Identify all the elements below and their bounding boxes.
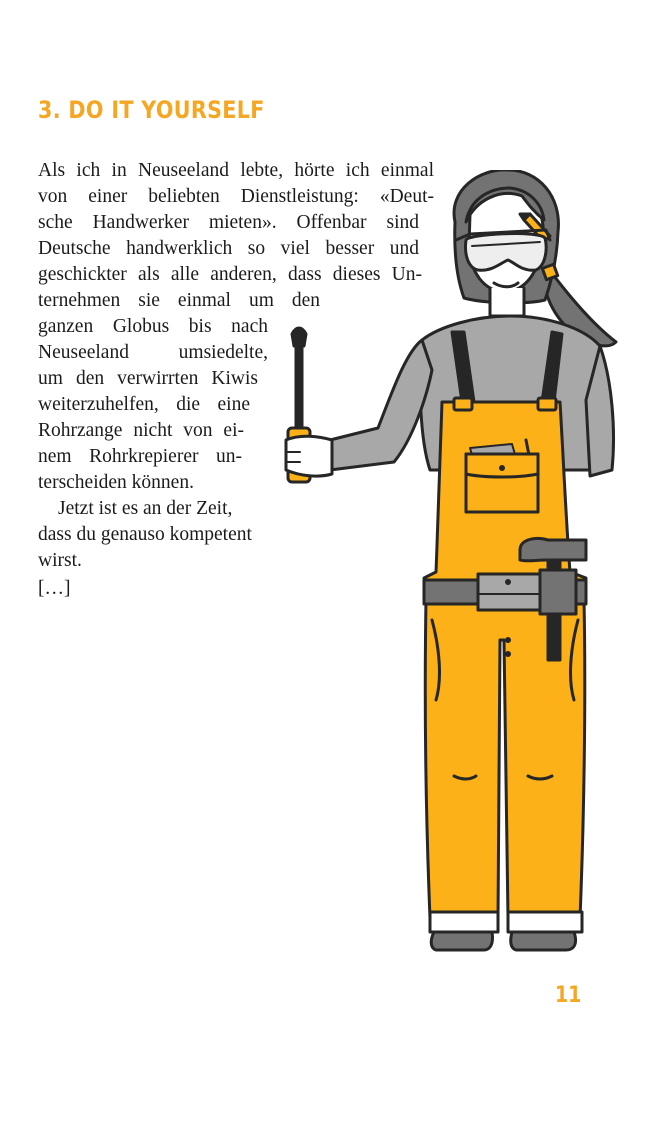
page-number: 11 xyxy=(555,983,582,1008)
worker-illustration xyxy=(270,170,630,960)
text-line: ternehmen sie einmal um den xyxy=(38,290,320,311)
chapter-heading: 3. DO IT YOURSELF xyxy=(38,96,265,124)
text-line: Deutsche handwerklich so viel besser und xyxy=(38,238,419,259)
text-line: […] xyxy=(38,578,71,599)
text-line: terscheiden können. xyxy=(38,472,194,493)
text-line: sche Handwerker mieten». Offenbar sind xyxy=(38,212,419,233)
text-line: um den verwirrten Kiwis xyxy=(38,368,258,389)
text-line: nem Rohrkrepierer un- xyxy=(38,446,242,467)
text-line: wirst. xyxy=(38,550,82,571)
text-line: weiterzuhelfen, die eine xyxy=(38,394,250,415)
text-line: von einer beliebten Dienstleistung: «Deut- xyxy=(38,186,434,207)
text-line: Neuseeland umsiedelte, xyxy=(38,342,268,363)
text-line: dass du genauso kompetent xyxy=(38,524,252,545)
text-line: Als ich in Neuseeland lebte, hörte ich einmal xyxy=(38,160,434,181)
text-line: ganzen Globus bis nach xyxy=(38,316,268,337)
text-line: geschickter als alle anderen, dass dieses Un- xyxy=(38,264,422,285)
text-line: Jetzt ist es an der Zeit, xyxy=(58,498,233,519)
text-line: Rohrzange nicht von ei- xyxy=(38,420,244,441)
